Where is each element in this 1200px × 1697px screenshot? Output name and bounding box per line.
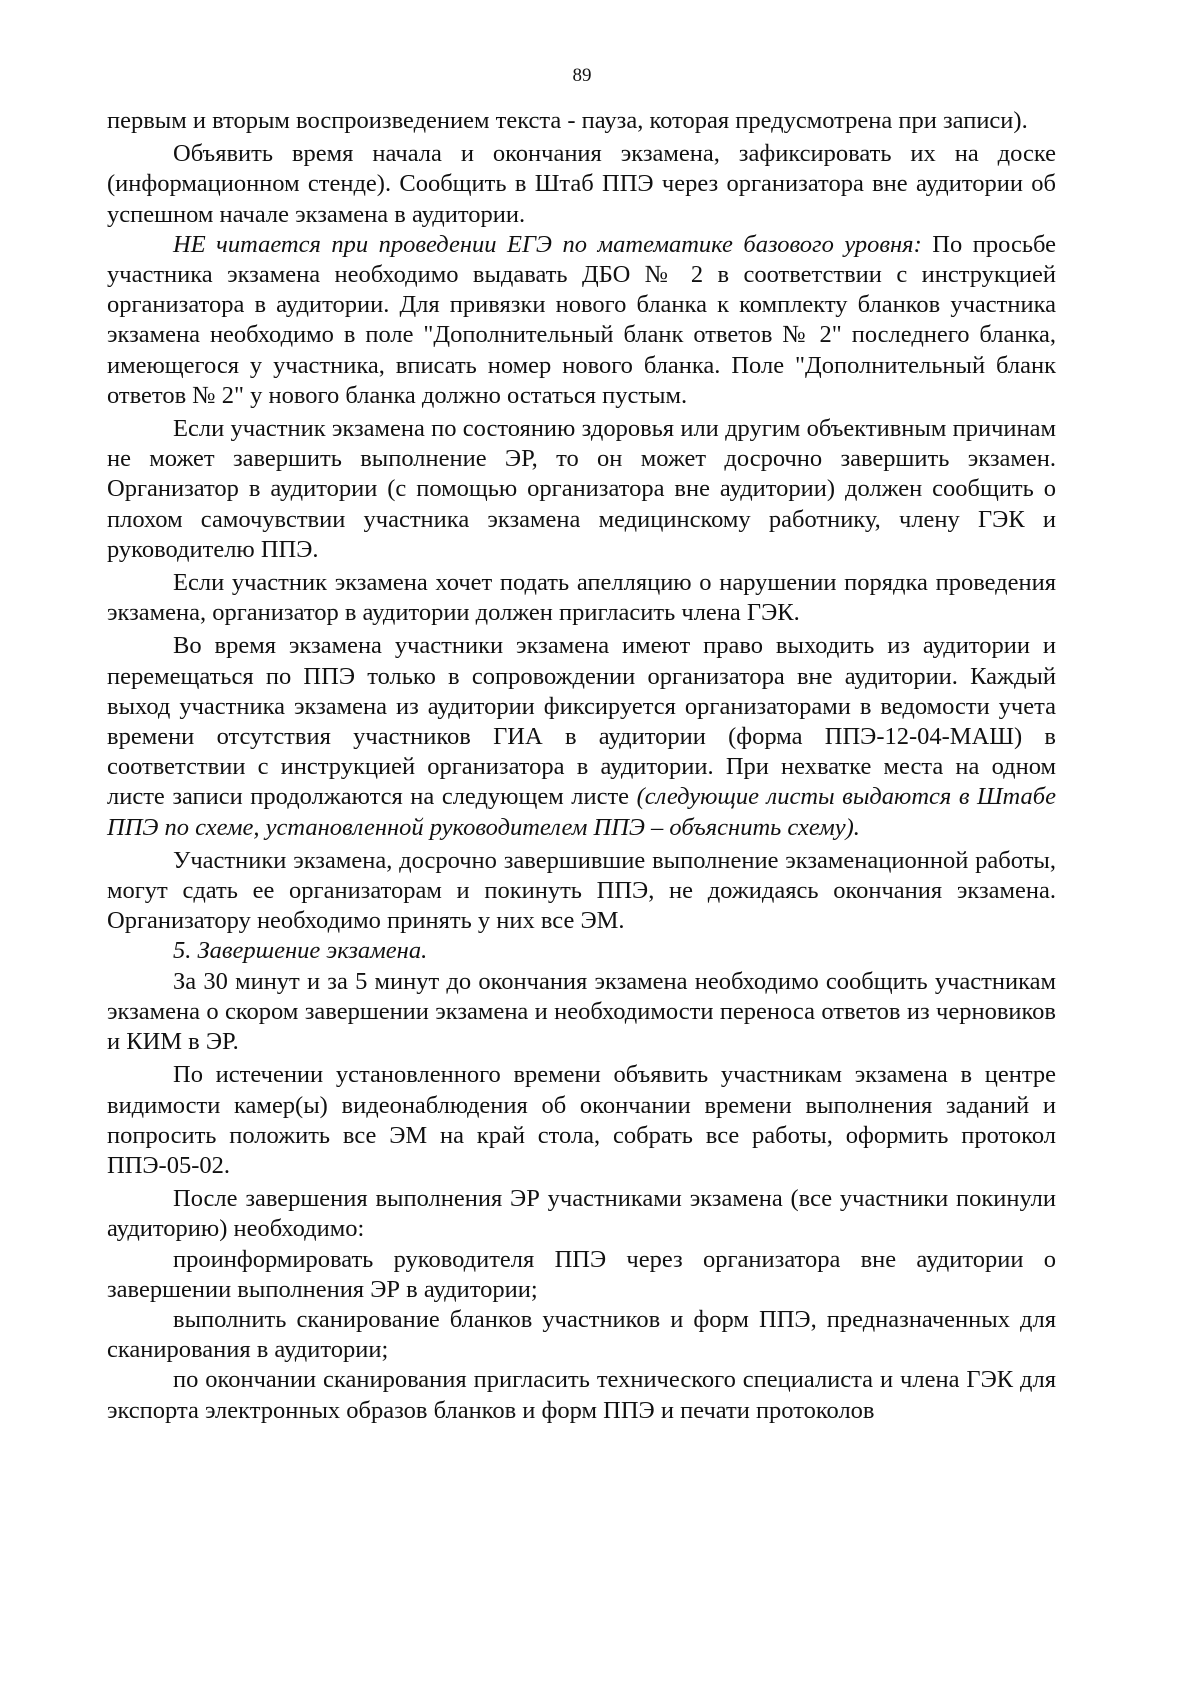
list-item: проинформировать руководителя ППЭ через организатора вне аудитории о завершении выполнения ЭР в аудитории;	[107, 1245, 1056, 1303]
paragraph: После завершения выполнения ЭР участниками экзамена (все участники покинули аудиторию) необходимо:	[107, 1185, 1056, 1243]
section-heading: 5. Завершение экзамена.	[173, 937, 428, 965]
paragraph: Если участник экзамена хочет подать апелляцию о нарушении порядка проведения экзамена, организатор в аудитории должен пригласить члена ГЭК.	[107, 569, 1056, 627]
paragraph: НЕ читается при проведении ЕГЭ по математике базового уровня: По просьбе участника экзамена необходимо выдавать ДБО № 2 в соответствии с инструкцией организатора в аудитории. Для привязки нового бланка к комплекту бланков участника экзамена необходимо в поле "Дополнительный бланк ответов № 2" последнего бланка, имеющегося у участника, вписать номер нового бланка. Поле "Дополнительный бланк ответов № 2" у нового бланка должно остаться пустым.	[107, 230, 1057, 409]
list-item: выполнить сканирование бланков участников и форм ППЭ, предназначенных для сканирования в аудитории;	[107, 1305, 1056, 1364]
list-item: по окончании сканирования пригласить технического специалиста и члена ГЭК для экспорта электронных образов бланков и форм ППЭ и печати протоколов	[107, 1366, 1056, 1424]
italic-note: (следующие листы выдаются в Штабе ППЭ по схеме, установленной руководителем ППЭ – объяснить схему).	[107, 783, 1056, 841]
paragraph: За 30 минут и за 5 минут до окончания экзамена необходимо сообщить участникам экзамена о скором завершении экзамена и необходимости переноса ответов из черновиков и КИМ в ЭР.	[107, 967, 1056, 1056]
paragraph: Если участник экзамена по состоянию здоровья или другим объективным причинам не может завершить выполнение ЭР, то он может досрочно завершить экзамен. Организатор в аудитории (с помощью организатора вне аудитории) должен сообщить о плохом самочувствии участника экзамена медицинскому работнику, члену ГЭК и руководителю ППЭ.	[107, 415, 1056, 563]
italic-note: НЕ читается при проведении ЕГЭ по математике базового уровня:	[173, 230, 922, 258]
paragraph: Участники экзамена, досрочно завершившие выполнение экзаменационной работы, могут сдать ее организаторам и покинуть ППЭ, не дожидаясь окончания экзамена. Организатору необходимо принять у них все ЭМ.	[107, 846, 1056, 935]
paragraph: первым и вторым воспроизведением текста - пауза, которая предусмотрена при записи).	[107, 107, 1028, 134]
page-number: 89	[572, 65, 592, 86]
body-text	[107, 106, 1056, 1426]
paragraph: По истечении установленного времени объявить участникам экзамена в центре видимости камер(ы) видеонаблюдения об окончании времени выполнения заданий и попросить положить все ЭМ на край стола, собрать все работы, оформить протокол ППЭ-05-02.	[107, 1061, 1056, 1179]
paragraph: Во время экзамена участники экзамена имеют право выходить из аудитории и перемещаться по ППЭ только в сопровождении организатора вне аудитории. Каждый выход участника экзамена из аудитории фиксируется организаторами в ведомости учета времени отсутствия участников ГИА в аудитории (форма ППЭ-12-04-МАШ) в соответствии с инструкцией организатора в аудитории. При нехватке места на одном листе записи продолжаются на следующем листе (следующие листы выдаются в Штабе ППЭ по схеме, установленной руководителем ППЭ – объяснить схему).	[107, 632, 1056, 841]
paragraph: Объявить время начала и окончания экзамена, зафиксировать их на доске (информационном стенде). Сообщить в Штаб ППЭ через организатора вне аудитории об успешном начале экзамена в аудитории.	[107, 140, 1056, 228]
